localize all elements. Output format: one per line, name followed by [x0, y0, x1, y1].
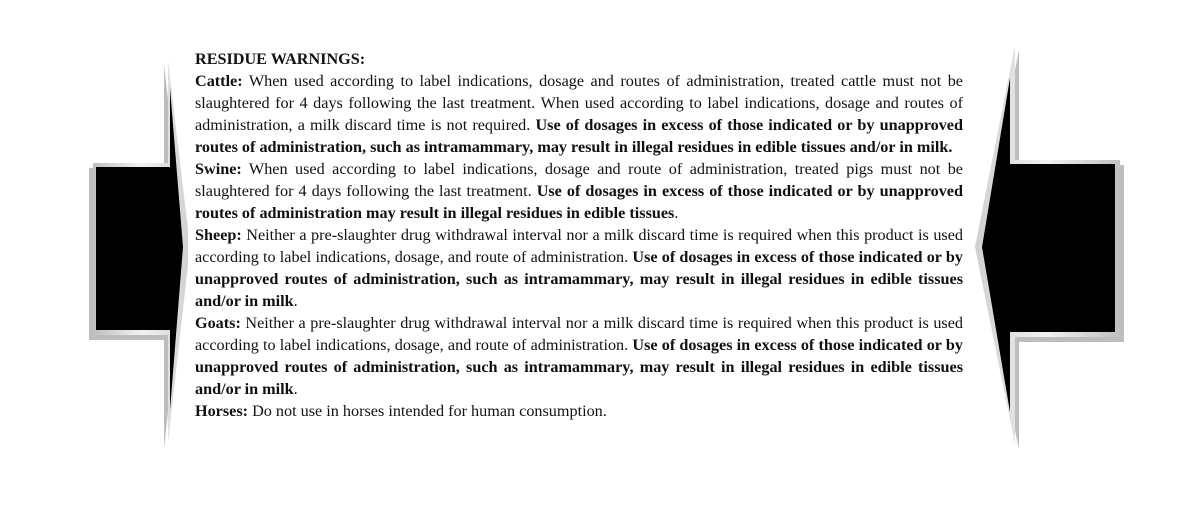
- cattle-label: Cattle:: [195, 72, 243, 90]
- swine-label: Swine:: [195, 160, 242, 178]
- sheep-warning: Use of dosages in excess of those indicated or by unapproved routes of administration, such as intramammary, may result in illegal residues in edible tissues and/or in milk: [195, 248, 963, 310]
- sheep-text: Neither a pre-slaughter drug withdrawal interval nor a milk discard time is required when this product is used according to label indications, dosage, and route of administration.: [195, 226, 963, 266]
- horses-text: Do not use in horses intended for human consumption.: [248, 402, 607, 420]
- residue-warnings-block: [195, 48, 963, 422]
- swine-text: When used according to label indications, dosage and route of administration, treated pigs must not be slaughtered for 4 days following the last treatment.: [195, 160, 963, 200]
- goats-text: Neither a pre-slaughter drug withdrawal interval nor a milk discard time is required when this product is used according to label indications, dosage, and route of administration.: [195, 314, 963, 354]
- goats-warning: Use of dosages in excess of those indicated or by unapproved routes of administration, such as intramammary, may result in illegal residues in edible tissues and/or in milk: [195, 336, 963, 398]
- sheep-label: Sheep:: [195, 226, 242, 244]
- left-arrow-icon: [89, 60, 190, 448]
- goats-paragraph: [195, 312, 963, 400]
- swine-warning: Use of dosages in excess of those indicated or by unapproved routes of administration may result in illegal residues in edible tissues: [195, 182, 963, 222]
- goats-label: Goats:: [195, 314, 241, 332]
- right-arrow-icon: [975, 45, 1124, 450]
- cattle-text: When used according to label indications, dosage and routes of administration, treated cattle must not be slaughtered for 4 days following the last treatment. When used according to label indications, dosage and routes of administration, a milk discard time is not required.: [195, 72, 963, 134]
- sheep-paragraph: [195, 224, 963, 312]
- cattle-warning: Use of dosages in excess of those indicated or by unapproved routes of administration, such as intramammary, may result in illegal residues in edible tissues and/or in milk.: [195, 116, 963, 156]
- horses-label: Horses:: [195, 402, 249, 420]
- horses-paragraph: [195, 400, 963, 422]
- goats-tail: .: [293, 380, 298, 398]
- residue-heading: RESIDUE WARNINGS:: [195, 50, 366, 68]
- swine-paragraph: [195, 158, 963, 224]
- swine-tail: .: [674, 204, 679, 222]
- cattle-paragraph: [195, 70, 963, 158]
- sheep-tail: .: [293, 292, 298, 310]
